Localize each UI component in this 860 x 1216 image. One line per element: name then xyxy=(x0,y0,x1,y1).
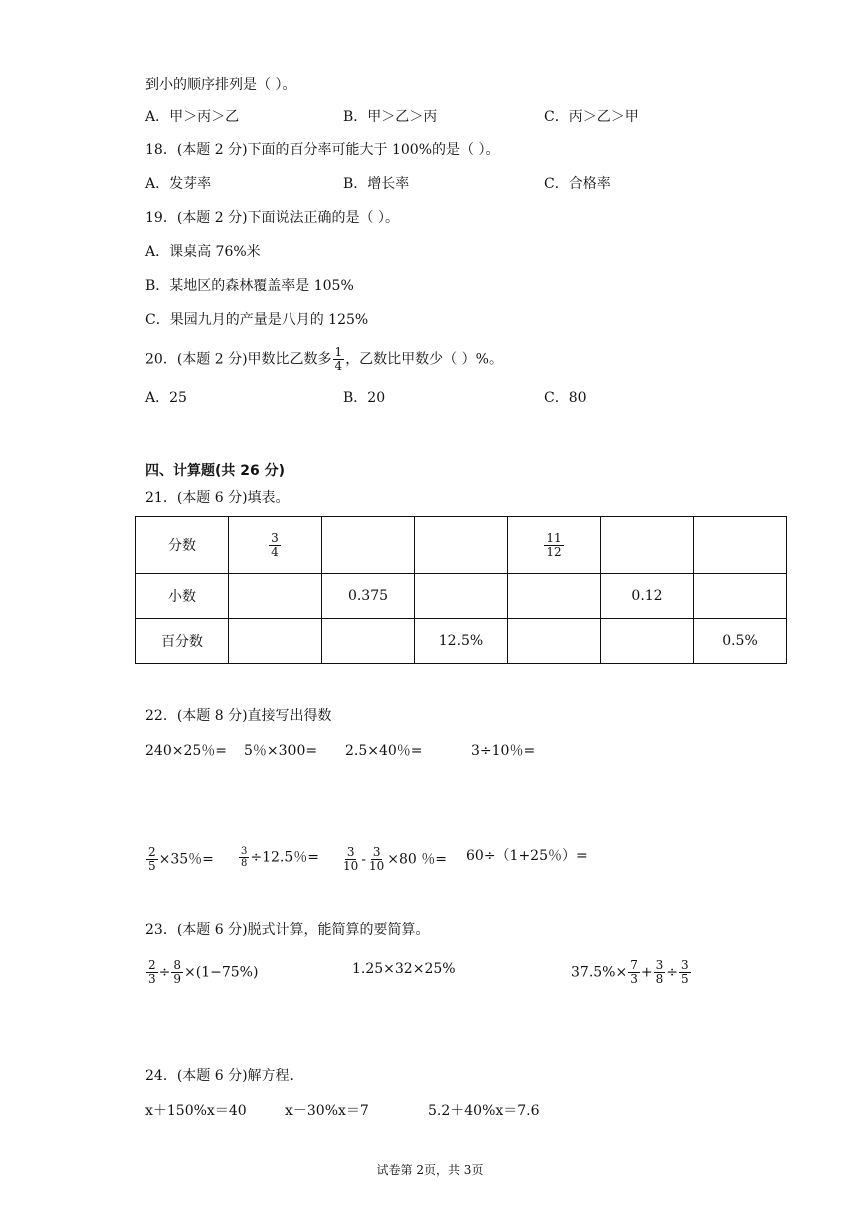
denominator: 8 xyxy=(655,972,664,986)
cell-percent-1[interactable] xyxy=(229,619,322,664)
numerator: 2 xyxy=(148,958,156,972)
cell-percent-3: 12.5% xyxy=(415,619,508,664)
q21-stem: 21．(本题 6 分)填表。 xyxy=(145,490,290,506)
numerator: 7 xyxy=(630,958,638,972)
q22-expr-3: 2.5×40％= xyxy=(345,743,423,759)
q22-stem: 22．(本题 8 分)直接写出得数 xyxy=(145,708,332,724)
fraction-3-10-a xyxy=(341,846,360,873)
fraction-2-3 xyxy=(146,959,158,986)
q18-stem: 18．(本题 2 分)下面的百分率可能大于 100%的是（ ）。 xyxy=(145,142,500,158)
fraction-3-10-b xyxy=(367,846,386,873)
cell-percent-6: 0.5% xyxy=(694,619,787,664)
fraction-7-3 xyxy=(628,959,640,986)
numerator: 11 xyxy=(546,530,562,545)
q22-expr-1: 240×25％= xyxy=(145,743,227,759)
q24-equation-3: 5.2＋40%x＝7.6 xyxy=(428,1103,540,1119)
q22-expr-4: 3÷10％= xyxy=(471,743,536,759)
row-label-percent: 百分数 xyxy=(136,619,229,664)
cell-decimal-3[interactable] xyxy=(415,574,508,619)
denominator: 12 xyxy=(546,544,562,559)
cell-percent-5[interactable] xyxy=(601,619,694,664)
numerator: 3 xyxy=(680,958,689,972)
row-label-fraction: 分数 xyxy=(136,517,229,574)
divide-sign: ÷ xyxy=(666,964,678,981)
fraction-3-5 xyxy=(679,959,691,986)
q20-option-c[interactable]: C．80 xyxy=(544,390,587,406)
q23-expr-1 xyxy=(145,959,258,986)
fraction-11-12 xyxy=(544,532,563,559)
cell-decimal-2: 0.375 xyxy=(322,574,415,619)
table-row-fraction xyxy=(136,517,787,574)
row-label-decimal: 小数 xyxy=(136,574,229,619)
numerator: 3 xyxy=(346,845,355,859)
cell-fraction-2[interactable] xyxy=(322,517,415,574)
q21-fill-table xyxy=(135,516,787,664)
fraction-3-4 xyxy=(269,532,281,559)
q18-option-c[interactable]: C．合格率 xyxy=(544,176,611,192)
q19-option-c[interactable]: C．果园九月的产量是八月的 125% xyxy=(145,312,369,328)
q20-stem-post: ，乙数比甲数少（ ）%。 xyxy=(345,351,503,368)
numerator: 3 xyxy=(372,845,381,859)
denominator: 3 xyxy=(148,972,156,986)
q23-expr-2: 1.25×32×25% xyxy=(352,961,456,977)
cell-fraction-1 xyxy=(229,517,322,574)
q23-expr-3-pre: 37.5%× xyxy=(571,964,628,981)
cell-decimal-1[interactable] xyxy=(229,574,322,619)
q22-expr-7 xyxy=(340,846,447,873)
q20-fraction-denominator: 4 xyxy=(334,359,343,373)
denominator: 9 xyxy=(173,972,182,986)
denominator: 5 xyxy=(680,972,689,986)
q18-option-b[interactable]: B．增长率 xyxy=(343,176,410,192)
cell-decimal-4[interactable] xyxy=(508,574,601,619)
numerator: 3 xyxy=(271,530,279,545)
q24-stem: 24．(本题 6 分)解方程. xyxy=(145,1068,294,1084)
fraction-8-9 xyxy=(171,959,183,986)
fraction-2-5 xyxy=(146,846,158,873)
fraction-3-8 xyxy=(654,959,666,986)
q23-expr-3 xyxy=(571,959,692,986)
numerator: 3 xyxy=(655,958,664,972)
q19-stem: 19．(本题 2 分)下面说法正确的是（ ）。 xyxy=(145,210,399,226)
cell-decimal-6[interactable] xyxy=(694,574,787,619)
page-footer: 试卷第 2页，共 3页 xyxy=(376,1163,484,1177)
q19-option-b[interactable]: B．某地区的森林覆盖率是 105% xyxy=(145,278,354,294)
q22-expr-5 xyxy=(145,846,214,873)
cell-percent-4[interactable] xyxy=(508,619,601,664)
denominator: 10 xyxy=(369,859,385,873)
q22-expr-6 xyxy=(238,846,319,869)
q17-stem-cont: 到小的顺序排列是（ ）。 xyxy=(145,77,297,93)
cell-fraction-6[interactable] xyxy=(694,517,787,574)
q18-option-a[interactable]: A．发芽率 xyxy=(145,176,212,192)
q20-option-b[interactable]: B．20 xyxy=(343,390,386,406)
plus-sign: + xyxy=(640,964,653,981)
fraction-3-8 xyxy=(239,846,249,869)
q22-expr-6-rest: ÷12.5％= xyxy=(250,849,320,866)
q23-expr-1-rest: ×(1−75%) xyxy=(184,964,259,981)
cell-fraction-3[interactable] xyxy=(415,517,508,574)
cell-decimal-5: 0.12 xyxy=(601,574,694,619)
section4-title: 四、计算题(共 26 分) xyxy=(145,463,286,479)
q22-expr-7-rest: ×80 ％= xyxy=(387,851,448,868)
table-row-decimal xyxy=(136,574,787,619)
minus-sign: - xyxy=(361,851,367,868)
cell-fraction-5[interactable] xyxy=(601,517,694,574)
q20-fraction xyxy=(333,346,345,373)
q22-expr-5-rest: ×35％= xyxy=(158,851,214,868)
q17-option-a[interactable]: A．甲＞丙＞乙 xyxy=(145,109,240,125)
denominator: 4 xyxy=(271,544,279,559)
cell-fraction-4 xyxy=(508,517,601,574)
q17-option-c[interactable]: C．丙＞乙＞甲 xyxy=(544,109,639,125)
numerator: 8 xyxy=(173,958,182,972)
q20-stem xyxy=(145,346,503,373)
q19-option-a[interactable]: A．课桌高 76%米 xyxy=(145,244,261,260)
divide-sign: ÷ xyxy=(158,964,171,981)
denominator: 10 xyxy=(343,859,359,873)
q24-equation-2: x－30%x＝7 xyxy=(285,1103,369,1119)
q24-equation-1: x＋150%x＝40 xyxy=(145,1103,247,1119)
q17-option-b[interactable]: B．甲＞乙＞丙 xyxy=(343,109,438,125)
denominator: 8 xyxy=(241,858,248,869)
q22-expr-2: 5％×300= xyxy=(244,743,318,759)
q23-stem: 23．(本题 6 分)脱式计算，能简算的要简算。 xyxy=(145,922,430,938)
cell-percent-2[interactable] xyxy=(322,619,415,664)
q20-stem-pre: 20．(本题 2 分)甲数比乙数多 xyxy=(145,351,332,368)
table-row-percent xyxy=(136,619,787,664)
numerator: 2 xyxy=(148,845,156,859)
q20-option-a[interactable]: A．25 xyxy=(145,390,187,406)
q22-expr-8: 60÷（1+25％）= xyxy=(466,848,588,864)
denominator: 3 xyxy=(630,972,638,986)
q20-fraction-numerator: 1 xyxy=(334,345,343,359)
denominator: 5 xyxy=(148,859,156,873)
numerator: 3 xyxy=(241,846,248,857)
